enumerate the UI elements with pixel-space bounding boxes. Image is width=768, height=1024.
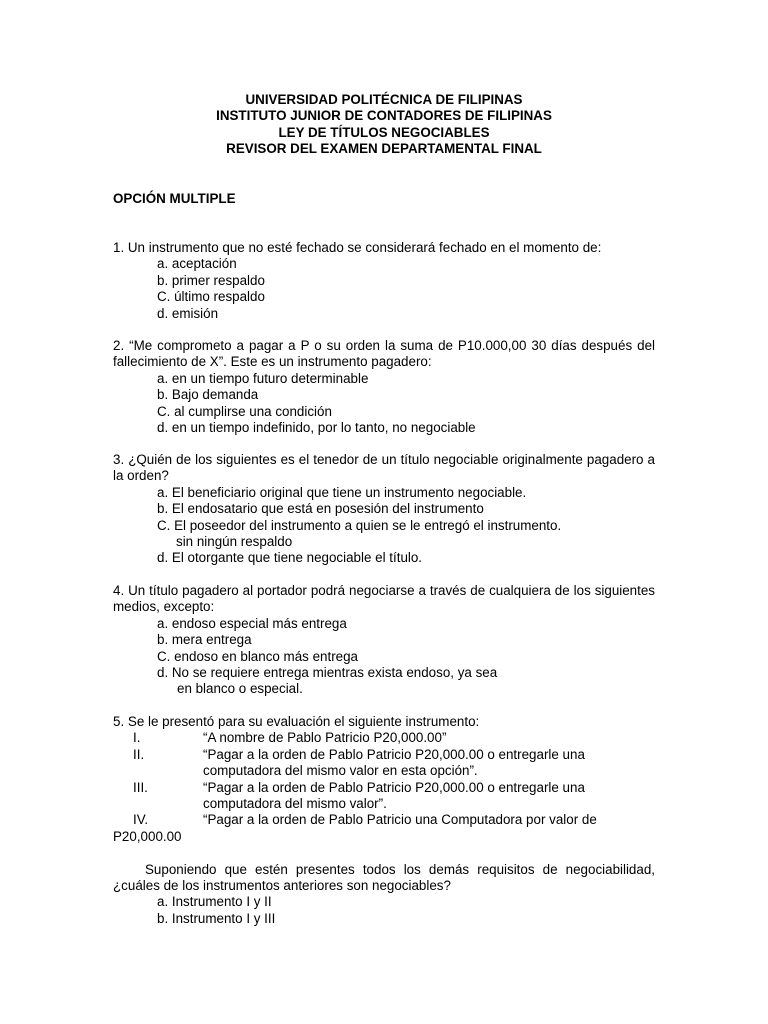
question-text: 3. ¿Quién de los siguientes es el tenedor de un título negociable originalmente pagadero a la orden? <box>113 452 655 484</box>
option-d: d. emisión <box>157 305 219 321</box>
instrument-iv-continuation: P20,000.00 <box>113 828 182 844</box>
question-4 <box>113 583 655 698</box>
option-c: C. al cumplirse una condición <box>157 403 332 419</box>
option-c: C. El poseedor del instrumento a quien se le entregó el instrumento. <box>157 517 562 533</box>
question-stem: Suponiendo que estén presentes todos los demás requisitos de negociabilidad, ¿cuáles de los instrumentos anteriores son negociables? <box>113 861 655 894</box>
university-name: UNIVERSIDAD POLITÉCNICA DE FILIPINAS <box>245 92 523 107</box>
institute-name: INSTITUTO JUNIOR DE CONTADORES DE FILIPINAS <box>216 108 552 124</box>
option-a: a. Instrumento I y II <box>157 894 272 910</box>
option-b: b. Bajo demanda <box>157 387 259 403</box>
roman-numeral: IV. <box>133 812 149 828</box>
option-b: b. Instrumento I y III <box>157 910 276 926</box>
option-c: C. último respaldo <box>157 289 265 305</box>
roman-numeral: I. <box>133 730 141 746</box>
question-text: 5. Se le presentó para su evaluación el siguiente instrumento: <box>113 714 480 729</box>
instrument-text: “Pagar a la orden de Pablo Patricio P20,000.00 o entregarle una <box>203 779 585 795</box>
spacer <box>113 845 655 861</box>
option-a: a. endoso especial más entrega <box>157 615 347 631</box>
instrument-ii-continuation: computadora del mismo valor en esta opción”. <box>203 763 478 779</box>
option-d: d. No se requiere entrega mientras exista endoso, ya sea <box>157 665 498 681</box>
exam-title: REVISOR DEL EXAMEN DEPARTAMENTAL FINAL <box>226 141 542 157</box>
roman-numeral: III. <box>133 779 148 795</box>
option-b: b. primer respaldo <box>157 272 265 288</box>
question-text: 2. “Me comprometo a pagar a P o su orden la suma de P10.000,00 30 días después del fallecimiento de X”. Este es un instrumento pagadero: <box>113 338 655 370</box>
option-a: a. El beneficiario original que tiene un instrumento negociable. <box>157 484 527 500</box>
subject-title: LEY DE TÍTULOS NEGOCIABLES <box>278 124 490 140</box>
option-c: C. endoso en blanco más entrega <box>157 648 358 664</box>
option-d: d. en un tiempo indefinido, por lo tanto, no negociable <box>157 420 476 436</box>
option-b: b. El endosatario que está en posesión del instrumento <box>157 501 484 517</box>
instrument-i <box>113 730 655 746</box>
question-text: 1. Un instrumento que no esté fechado se considerará fechado en el momento de: <box>113 240 602 255</box>
question-1 <box>113 240 655 322</box>
instrument-ii <box>113 747 655 763</box>
option-b: b. mera entrega <box>157 632 252 648</box>
instrument-text: “Pagar a la orden de Pablo Patricio P20,000.00 o entregarle una <box>203 746 585 762</box>
option-a: a. en un tiempo futuro determinable <box>157 370 369 386</box>
option-d: d. El otorgante que tiene negociable el título. <box>157 550 423 566</box>
instrument-iii-continuation: computadora del mismo valor”. <box>203 796 387 812</box>
instrument-iv <box>113 812 655 828</box>
option-d-continuation: en blanco o especial. <box>177 681 303 697</box>
question-text: 4. Un título pagadero al portador podrá negociarse a través de cualquiera de los siguientes medios, excepto: <box>113 583 655 615</box>
instrument-text: “A nombre de Pablo Patricio P20,000.00” <box>203 730 447 746</box>
roman-numeral: II. <box>133 746 145 762</box>
question-3 <box>113 452 655 567</box>
instrument-text: “Pagar a la orden de Pablo Patricio una Computadora por valor de <box>203 812 597 828</box>
question-2 <box>113 338 655 436</box>
section-title: OPCIÓN MULTIPLE <box>113 191 236 206</box>
option-c-continuation: sin ningún respaldo <box>176 534 293 550</box>
option-a: a. aceptación <box>157 256 237 272</box>
instrument-iii <box>113 780 655 796</box>
question-5 <box>113 714 655 927</box>
document-header <box>0 92 768 158</box>
